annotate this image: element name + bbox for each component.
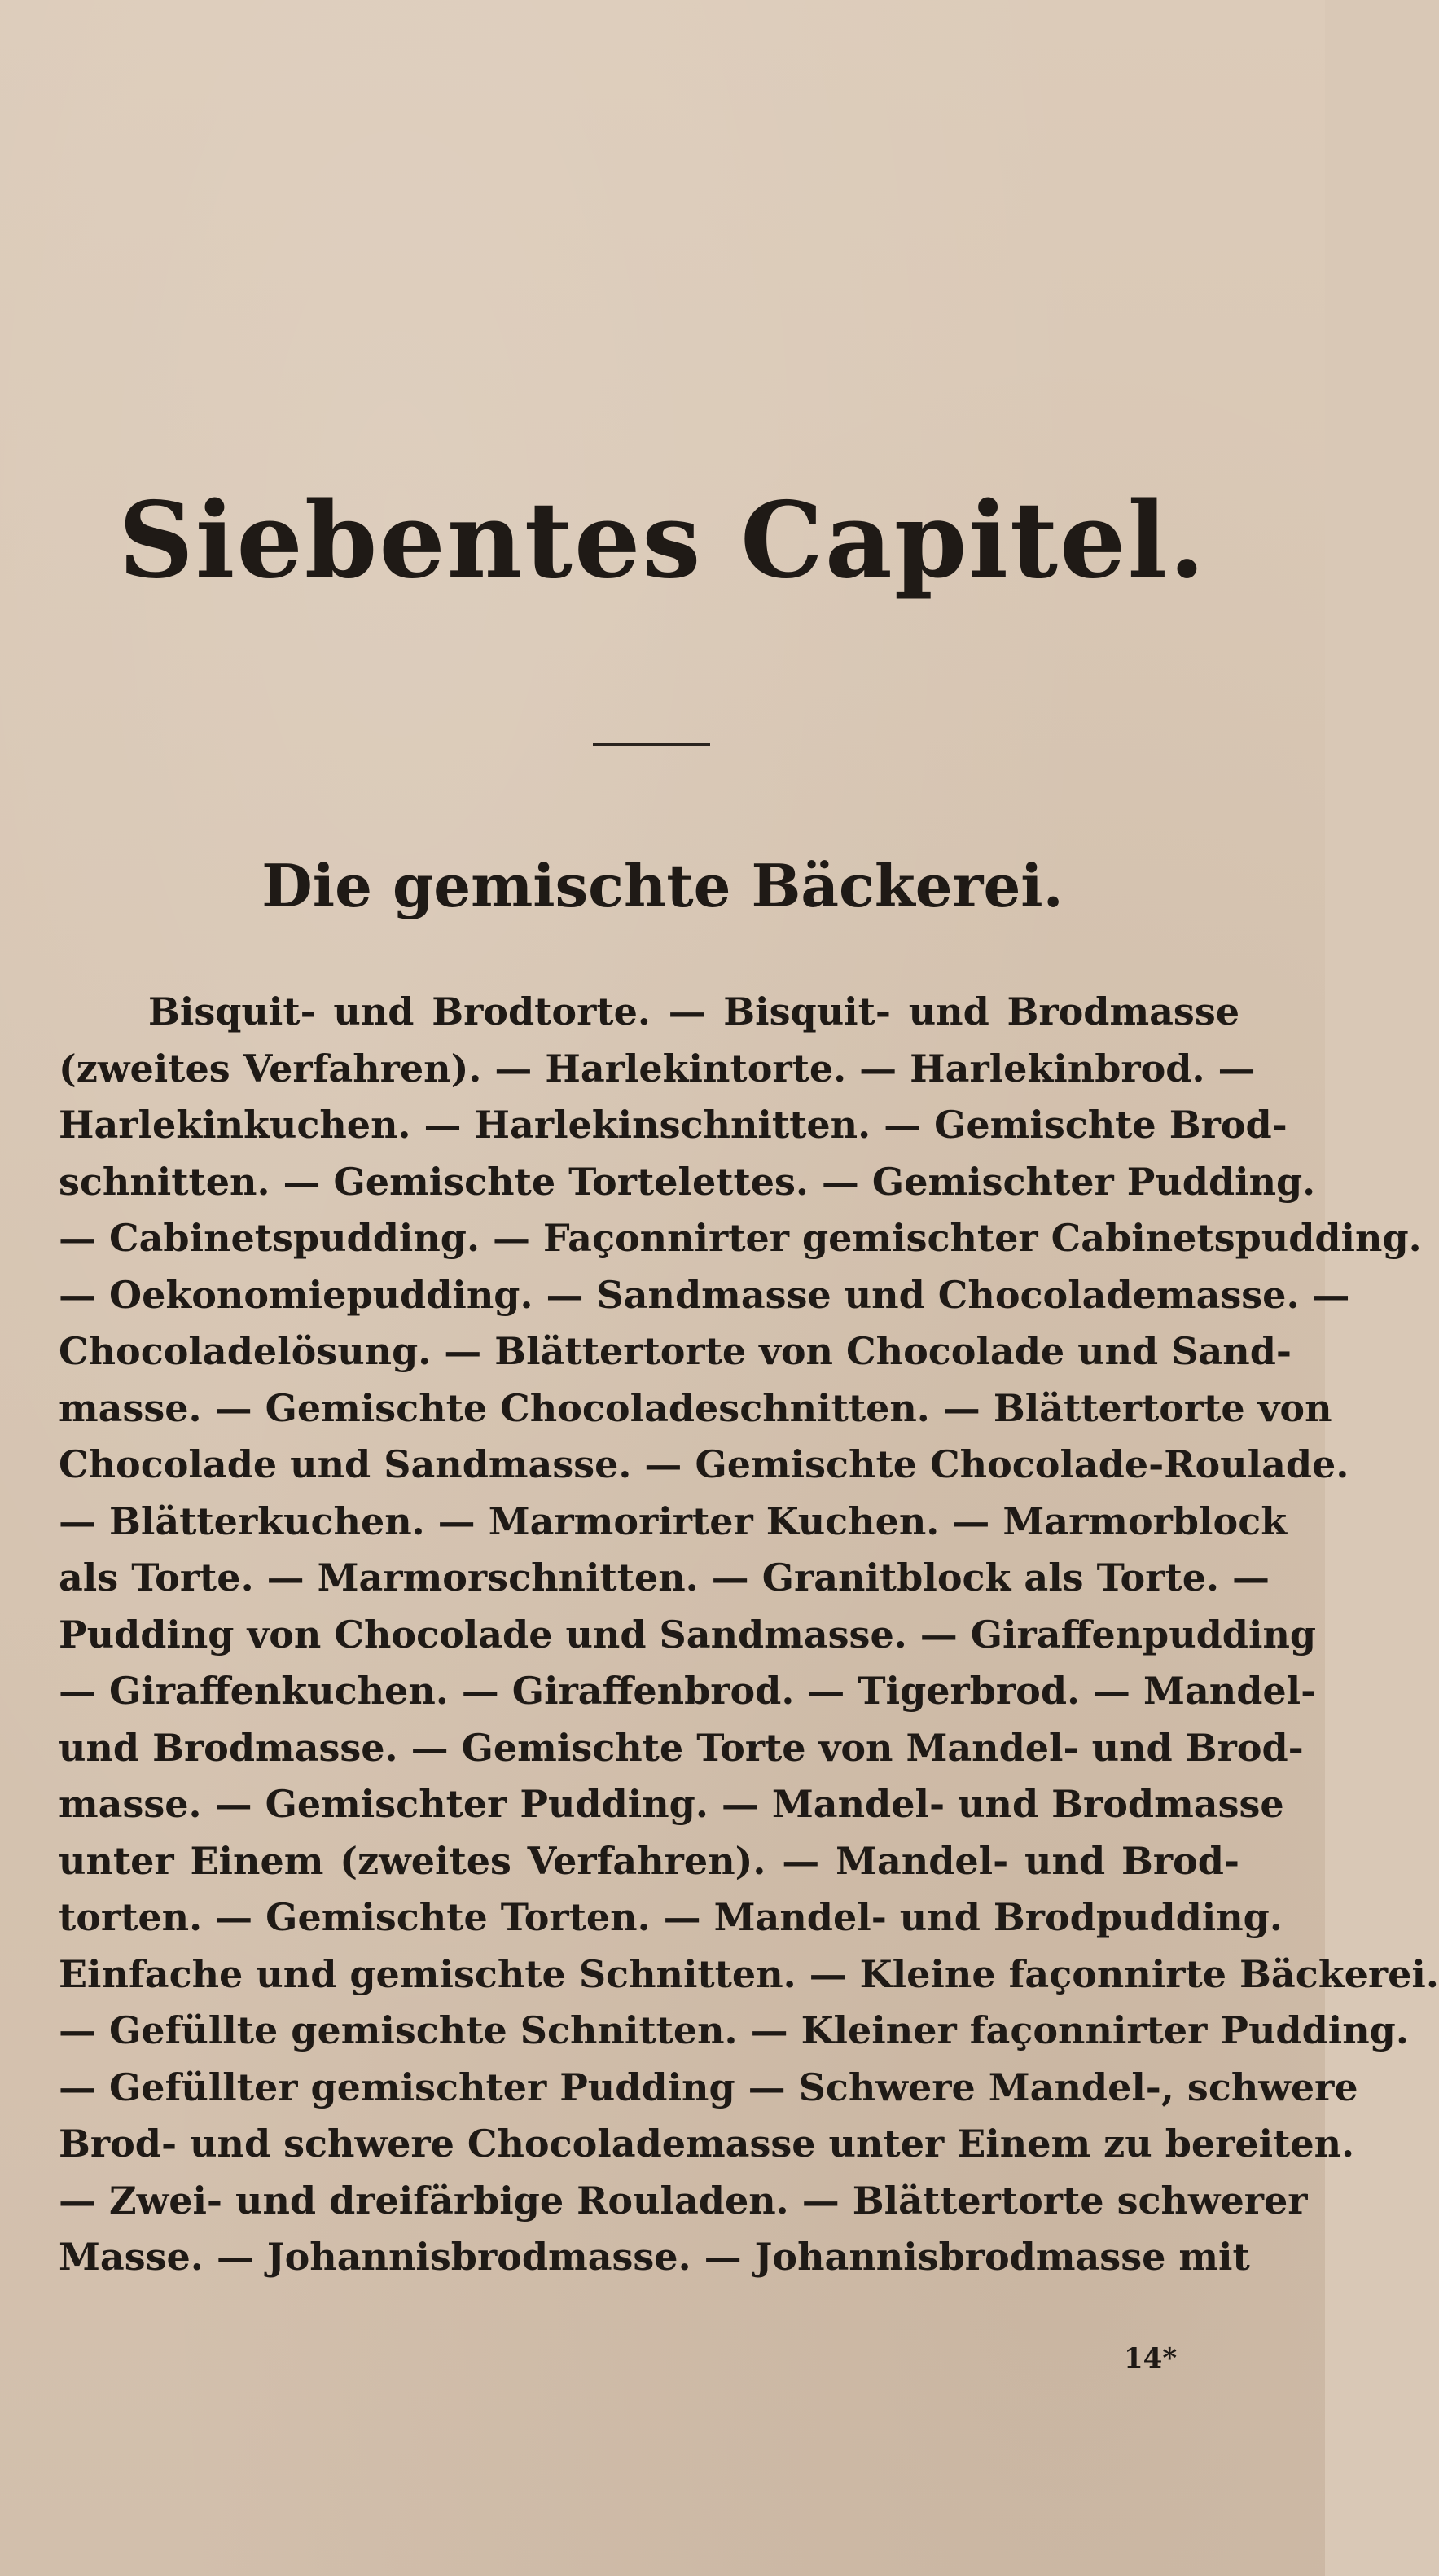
summary-line: — Zwei- und dreifärbige Rouladen. — Blättertorte schwerer — [59, 2178, 1308, 2223]
page-number: 14* — [1124, 2342, 1178, 2375]
summary-line: Pudding von Chocolade und Sandmasse. — Giraffenpudding — [59, 1612, 1317, 1657]
summary-line: (zweites Verfahren). — Harlekintorte. — Harlekinbrod. — — [59, 1046, 1256, 1091]
chapter-summary — [59, 984, 1439, 2286]
summary-line: als Torte. — Marmorschnitten. — Granitblock als Torte. — — [59, 1556, 1270, 1600]
summary-line: unter Einem (zweites Verfahren). — Mandel- und Brod- — [59, 1838, 1239, 1883]
summary-line: und Brodmasse. — Gemischte Torte von Mandel- und Brod- — [59, 1725, 1304, 1770]
summary-line: — Giraffenkuchen. — Giraffenbrod. — Tigerbrod. — Mandel- — [59, 1669, 1317, 1713]
summary-line: torten. — Gemischte Torten. — Mandel- und Brodpudding. — [59, 1895, 1283, 1939]
summary-line: masse. — Gemischter Pudding. — Mandel- und Brodmasse — [59, 1782, 1284, 1826]
summary-line: — Blätterkuchen. — Marmorirter Kuchen. — Marmorblock — [59, 1499, 1288, 1543]
summary-line: — Gefüllter gemischter Pudding — Schwere Mandel-, schwere — [59, 2065, 1358, 2109]
chapter-title: Siebentes Capitel. — [118, 480, 1207, 602]
summary-line: Masse. — Johannisbrodmasse. — Johannisbrodmasse mit — [59, 2235, 1250, 2279]
summary-line: Chocoladelösung. — Blättertorte von Chocolade und Sand- — [59, 1329, 1292, 1373]
summary-line: Chocolade und Sandmasse. — Gemischte Chocolade-Roulade. — [59, 1442, 1349, 1486]
summary-line: — Cabinetspudding. — Façonnirter gemischter Cabinetspudding. — [59, 1216, 1422, 1260]
summary-line: Brod- und schwere Chocolademasse unter Einem zu bereiten. — [59, 2122, 1355, 2166]
summary-line: Einfache und gemischte Schnitten. — Kleine façonnirte Bäckerei. — [59, 1951, 1439, 1996]
section-title: Die gemischte Bäckerei. — [261, 851, 1064, 920]
title-divider — [593, 743, 710, 746]
summary-line: Harlekinkuchen. — Harlekinschnitten. — Gemischte Brod- — [59, 1103, 1288, 1147]
summary-line: Bisquit- und Brodtorte. — Bisquit- und Brodmasse — [148, 990, 1239, 1033]
summary-line: — Gefüllte gemischte Schnitten. — Kleiner façonnirter Pudding. — [59, 2008, 1409, 2052]
summary-line: — Oekonomiepudding. — Sandmasse und Chocolademasse. — — [59, 1272, 1350, 1317]
summary-line: masse. — Gemischte Chocoladeschnitten. — Blättertorte von — [59, 1385, 1332, 1430]
summary-line: schnitten. — Gemischte Tortelettes. — Gemischter Pudding. — [59, 1159, 1316, 1204]
